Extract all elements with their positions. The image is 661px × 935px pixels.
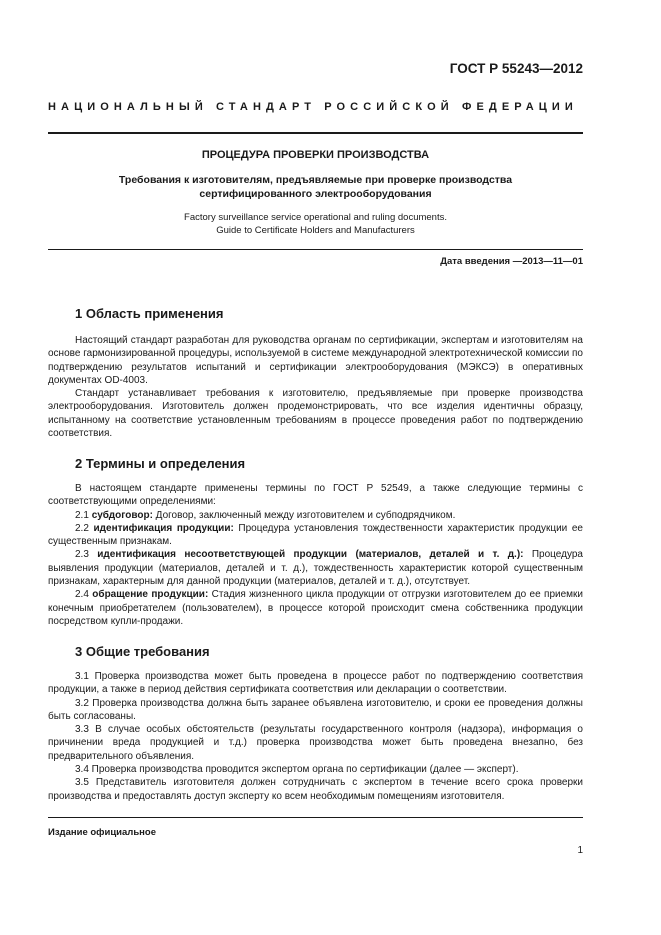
term-2-3 [48,548,583,588]
clause-3-3: 3.3 В случае особых обстоятельств (результаты государственного контроля (надзора), информация о причинении вреда продукцией и т.д.) проверка производства может быть проведена внезапно, без предварительного объявления. [48,724,583,762]
page-number: 1 [577,845,583,856]
term-name: субдоговор: [91,509,153,521]
header-rule [48,132,583,134]
section-1-paragraph: Настоящий стандарт разработан для руководства органам по сертификации, экспертам и изготовителям на основе гармонизированной процедуры, используемой в системе международной электротехнической комиссии по подтверждению результатов испытаний и сертификации электрооборудования (МЭКСЭ) в оперативных документах OD-4003. [48,335,583,386]
section-1-paragraph: Стандарт устанавливает требования к изготовителю, предъявляемые при проверке производства электрооборудования. Изготовитель должен продемонстрировать, что все изделия идентичны образцу, испытанному на соответствие установленным требованиям в процессе проведения работ по подтверждению соответствия. [48,388,583,440]
section-2-body [48,482,583,628]
clause-3-5: 3.5 Представитель изготовителя должен сотрудничать с экспертом в течение всего срока проверки производства и предоставлять доступ эксперту ко всем необходимым помещениям изготовителя. [48,777,583,802]
term-number: 2.1 [75,509,92,521]
term-name: обращение продукции: [92,589,209,601]
term-number: 2.3 [75,549,98,561]
section-1-heading: 1 Область применения [75,306,224,321]
subtitle-line-2: сертифицированного электрооборудования [199,188,432,200]
title-rule [48,249,583,250]
footer-rule [48,817,583,818]
english-title-line-1: Factory surveillance service operational and ruling documents. [184,212,447,223]
term-2-2 [48,522,583,549]
english-title-line-2: Guide to Certificate Holders and Manufacturers [216,225,415,236]
edition-label: Издание официальное [48,827,156,838]
introduction-date: Дата введения —2013—11—01 [440,256,583,267]
section-3-heading: 3 Общие требования [75,644,210,659]
term-number: 2.4 [75,589,93,601]
term-definition: Процедура выявления продукции (материалов, деталей и т. д.), тождественность характеристик которой существенным признакам, характерным для данной продукции (материалов, деталей и т. д.), отсутствует. [48,549,583,588]
section-1-body [48,334,583,440]
section-2-heading: 2 Термины и определения [75,456,246,471]
term-definition: Процедура установления тождественности характеристик продукции ее существенным признакам. [48,522,583,548]
section-3-body [48,670,583,803]
clause-3-4: 3.4 Проверка производства проводится экспертом органа по сертификации (далее — эксперт). [75,764,519,776]
document-title: ПРОЦЕДУРА ПРОВЕРКИ ПРОИЗВОДСТВА [201,149,430,161]
term-2-4 [48,588,583,628]
term-definition: Договор, заключенный между изготовителем и субподрядчиком. [152,509,456,521]
clause-3-2: 3.2 Проверка производства должна быть заранее объявлена изготовителю, и сроки ее проведения должны быть согласованы. [48,697,583,722]
document-code: ГОСТ Р 55243—2012 [449,61,583,76]
section-2-intro: В настоящем стандарте применены термины по ГОСТ Р 52549, а также следующие термины с соответствующими определениями: [48,483,583,508]
document-subtitle [48,173,583,201]
term-name: идентификация продукции: [93,522,234,534]
subtitle-line-1: Требования к изготовителям, предъявляемые при проверке производства [118,174,513,186]
term-definition: Стадия жизненного цикла продукции от отгрузки изготовителем до ее приемки конечным приобретателем (пользователем), в процессе которой происходит смена собственника продукции посредством купли-продажи. [48,589,584,627]
term-2-1 [48,509,583,522]
term-number: 2.2 [75,522,94,534]
english-title [48,211,583,237]
clause-3-1: 3.1 Проверка производства может быть проведена в процессе работ по подтверждению соответствия продукции, а также в период действия сертификата соответствия или декларации о соответствии. [48,671,583,696]
national-standard-banner: НАЦИОНАЛЬНЫЙ СТАНДАРТ РОССИЙСКОЙ ФЕДЕРАЦИИ [48,101,578,113]
term-name: идентификация несоответствующей продукции (материалов, деталей и т. д.): [97,549,524,561]
